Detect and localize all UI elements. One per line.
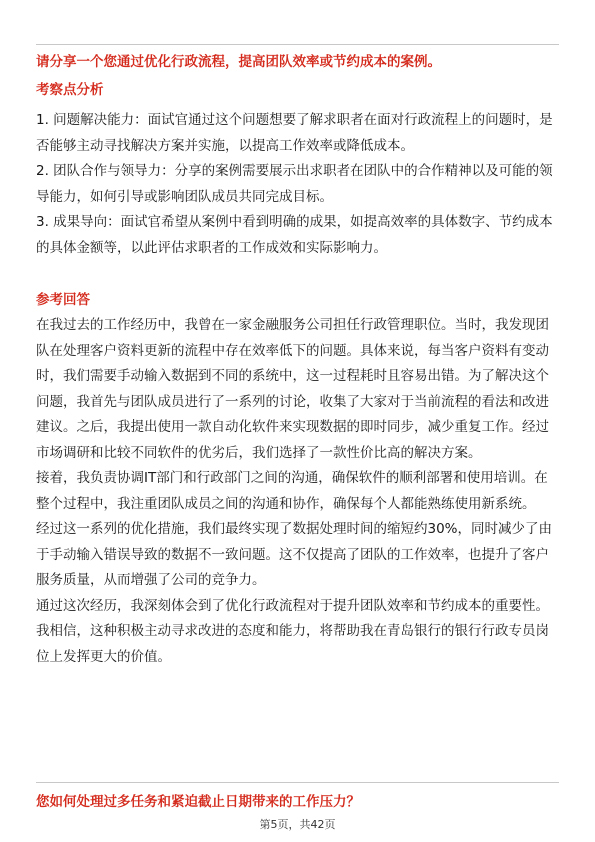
- analysis-point: 1. 问题解决能力：面试官通过这个问题想要了解求职者在面对行政流程上的问题时，是否能够主动寻找解决方案并实施，以提高工作效率或降低成本。: [36, 112, 553, 154]
- answer-paragraph: 通过这次经历，我深刻体会到了优化行政流程对于提升团队效率和节约成本的重要性。我相信，这种积极主动寻求改进的态度和能力，将帮助我在青岛银行的银行行政专员岗位上发挥更大的价值。: [36, 597, 549, 665]
- next-question-title: 您如何处理过多任务和紧迫截止日期带来的工作压力？: [36, 794, 360, 810]
- answer-body: [36, 313, 559, 670]
- answer-paragraph: 接着，我负责协调IT部门和行政部门之间的沟通，确保软件的顺利部署和使用培训。在整个过程中，我注重团队成员之间的沟通和协作，确保每个人都能熟练使用新系统。: [36, 470, 548, 512]
- answer-paragraph: 在我过去的工作经历中，我曾在一家金融服务公司担任行政管理职位。当时，我发现团队在处理客户资料更新的流程中存在效率低下的问题。具体来说，每当客户资料有变动时，我们需要手动输入数据到不同的系统中，这一过程耗时且容易出错。为了解决这个问题，我首先与团队成员进行了一系列的讨论，收集了大家对于当前流程的看法和改进建议。之后，我提出使用一款自动化软件来实现数据的即时同步，减少重复工作。经过市场调研和比较不同软件的优劣后，我们选择了一款性价比高的解决方案。: [36, 317, 549, 461]
- analysis-point: 3. 成果导向：面试官希望从案例中看到明确的成果，如提高效率的具体数字、节约成本的具体金额等，以此评估求职者的工作成效和实际影响力。: [36, 214, 553, 256]
- analysis-point: 2. 团队合作与领导力：分享的案例需要展示出求职者在团队中的合作精神以及可能的领导能力，如何引导或影响团队成员共同完成目标。: [36, 163, 553, 205]
- top-divider: [36, 44, 559, 45]
- answer-heading: 参考回答: [36, 292, 90, 308]
- bottom-divider: [36, 782, 559, 783]
- answer-paragraph: 经过这一系列的优化措施，我们最终实现了数据处理时间的缩短约30%，同时减少了由于手动输入错误导致的数据不一致问题。这不仅提高了团队的工作效率，也提升了客户服务质量，从而增强了公司的竞争力。: [36, 521, 553, 588]
- question-title: 请分享一个您通过优化行政流程，提高团队效率或节约成本的案例。: [36, 54, 441, 70]
- analysis-heading: 考察点分析: [36, 82, 104, 98]
- page-number: 第5页，共42页: [259, 818, 336, 831]
- analysis-list: [36, 108, 559, 261]
